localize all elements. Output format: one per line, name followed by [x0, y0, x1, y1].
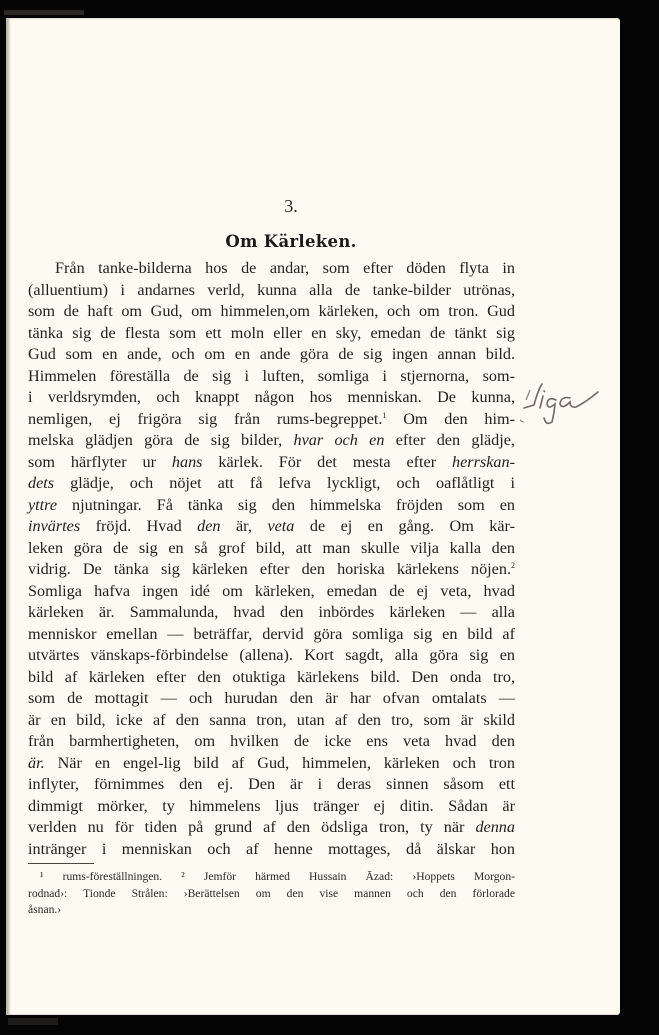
- text-line: [28, 602, 515, 624]
- text-span: När en engel-lig bild af Gud, himmelen, kärleken och tron: [44, 753, 515, 772]
- text-line: [28, 624, 515, 646]
- text-line: [28, 430, 515, 452]
- text-span: inflyter, förnimmes den ej. Den är i deras sinnen såsom ett: [28, 775, 515, 793]
- text-line: [28, 409, 515, 431]
- text-line: [28, 387, 515, 409]
- text-span: efter den glädje,: [384, 431, 515, 449]
- text-span: tänka sig de flesta som ett moln eller en sky, emedan de tänkt sig: [28, 323, 515, 342]
- text-line: [28, 667, 515, 689]
- text-span: glädje, och nöjet att få lefva lyckligt, och oaflåtligt i: [54, 474, 515, 492]
- text-span: Himmelen föreställa de sig i luften, somliga i stjernorna, som-: [28, 366, 515, 385]
- text-line: [28, 495, 515, 517]
- italic-text: herrskan-: [452, 452, 515, 471]
- footnote-line: rodnad›: Tionde Strålen: ›Berättelsen om den vise mannen och den förlorade: [28, 886, 515, 900]
- text-span: bild af kärleken efter den otuktiga kärlekens bild. Den onda tro,: [28, 667, 515, 686]
- scan-edge-mark-top: [4, 10, 84, 15]
- text-span: nemligen, ej frigöra sig från rums-begreppet.: [28, 409, 383, 428]
- chapter-heading: Om Kärleken.: [225, 232, 357, 251]
- text-line: [28, 710, 515, 732]
- text-span: Somliga hafva ingen idé om kärleken, emedan de ej veta, hvad: [28, 581, 515, 600]
- footnote-divider: [28, 863, 94, 864]
- text-span: som de mottagit — och hurudan den är har ofvan omtalats —: [28, 689, 515, 707]
- footnote-line: ¹ rums-föreställningen. ² Jemför härmed Hussain Āzad: ›Hoppets Morgon-: [40, 870, 515, 883]
- text-line: [28, 817, 515, 839]
- text-line: [28, 796, 515, 818]
- italic-text: yttre: [28, 495, 58, 514]
- text-span: utvärtes vänskaps-förbindelse (allena). Kort sagdt, alla göra sig en: [28, 646, 515, 664]
- text-span: kärlek. För det mesta efter: [202, 452, 453, 471]
- footnote-ref: 1: [382, 410, 387, 420]
- italic-text: veta: [267, 517, 295, 535]
- text-span: Om den him-: [386, 409, 515, 428]
- text-span: menniskor emellan — beträffar, dervid göra somliga sig en bild af: [28, 624, 515, 643]
- text-line: [28, 516, 515, 538]
- text-line: [28, 538, 515, 560]
- handwritten-annotation-icon: [520, 378, 630, 428]
- text-line: [28, 344, 515, 366]
- text-span: de ej en gång. Om kär-: [294, 517, 515, 535]
- text-span: dimmigt mörker, ty himmelens ljus tränger ej ditin. Sådan är: [28, 796, 515, 815]
- footnote-ref: 2: [511, 561, 515, 570]
- text-line: [28, 280, 515, 302]
- footnotes: [28, 869, 515, 919]
- text-span: som härflyter ur: [28, 452, 172, 471]
- text-line: [28, 645, 515, 667]
- text-span: i verldsrymden, och knappt någon hos menniskan. De kunna,: [28, 388, 515, 406]
- book-page: [6, 18, 620, 1015]
- italic-text: denna: [475, 818, 515, 836]
- text-span: som de haft om Gud, om himmelen,om kärleken, och om tron. Gud: [28, 302, 515, 320]
- text-span: fröjd. Hvad: [80, 517, 198, 535]
- italic-text: är.: [28, 753, 45, 772]
- scan-edge-mark-bottom: [8, 1018, 58, 1025]
- text-line: [28, 473, 515, 495]
- text-span: kärleken är. Sammalunda, hvad den inbördes kärleken — alla: [28, 603, 515, 621]
- text-line: [28, 839, 515, 861]
- body-text: [28, 258, 515, 860]
- text-span: intränger i menniskan och af henne mottages, då älskar hon: [28, 839, 515, 858]
- italic-text: hans: [171, 452, 203, 471]
- text-span: (alluentium) i andarnes verld, kunna alla de tanke-bilder utrönas,: [28, 280, 515, 299]
- text-line: [28, 753, 515, 775]
- text-line: [28, 323, 515, 345]
- text-span: vidrig. De tänka sig kärleken efter den horiska kärlekens nöjen.: [28, 560, 511, 578]
- text-span: leken göra de sig en så grof bild, att man skulle vilja kalla den: [28, 538, 515, 557]
- italic-text: hvar och en: [293, 431, 385, 449]
- text-line: [28, 452, 515, 474]
- text-span: verlden nu för tiden på grund af den ödsliga tron, ty när: [28, 818, 476, 836]
- text-line: [28, 688, 515, 710]
- text-line: [28, 301, 515, 323]
- page-number: 3.: [284, 196, 298, 216]
- italic-text: den: [197, 517, 221, 535]
- text-span: är,: [220, 517, 268, 535]
- text-span: njutningar. Få tänka sig den himmelska fröjden som en: [57, 495, 515, 514]
- text-line: [28, 731, 515, 753]
- text-span: melska glädjen göra de sig bilder,: [28, 431, 294, 449]
- italic-text: dets: [28, 474, 55, 492]
- text-line: [28, 258, 515, 280]
- footnote-line: åsnan.›: [28, 903, 62, 916]
- text-line: [28, 581, 515, 603]
- text-line: [28, 774, 515, 796]
- italic-text: invärtes: [28, 517, 81, 535]
- text-line: [28, 366, 515, 388]
- text-line: [28, 559, 515, 581]
- text-span: Från tanke-bilderna hos de andar, som efter döden flyta in: [55, 259, 515, 277]
- text-span: från barmhertigheten, om hvilken de icke ens veta hvad den: [28, 732, 515, 750]
- text-span: Gud som en ande, och om en ande göra de sig ingen annan bild.: [28, 345, 515, 363]
- text-span: är en bild, icke af den sanna tron, utan af den tro, som är skild: [28, 710, 515, 729]
